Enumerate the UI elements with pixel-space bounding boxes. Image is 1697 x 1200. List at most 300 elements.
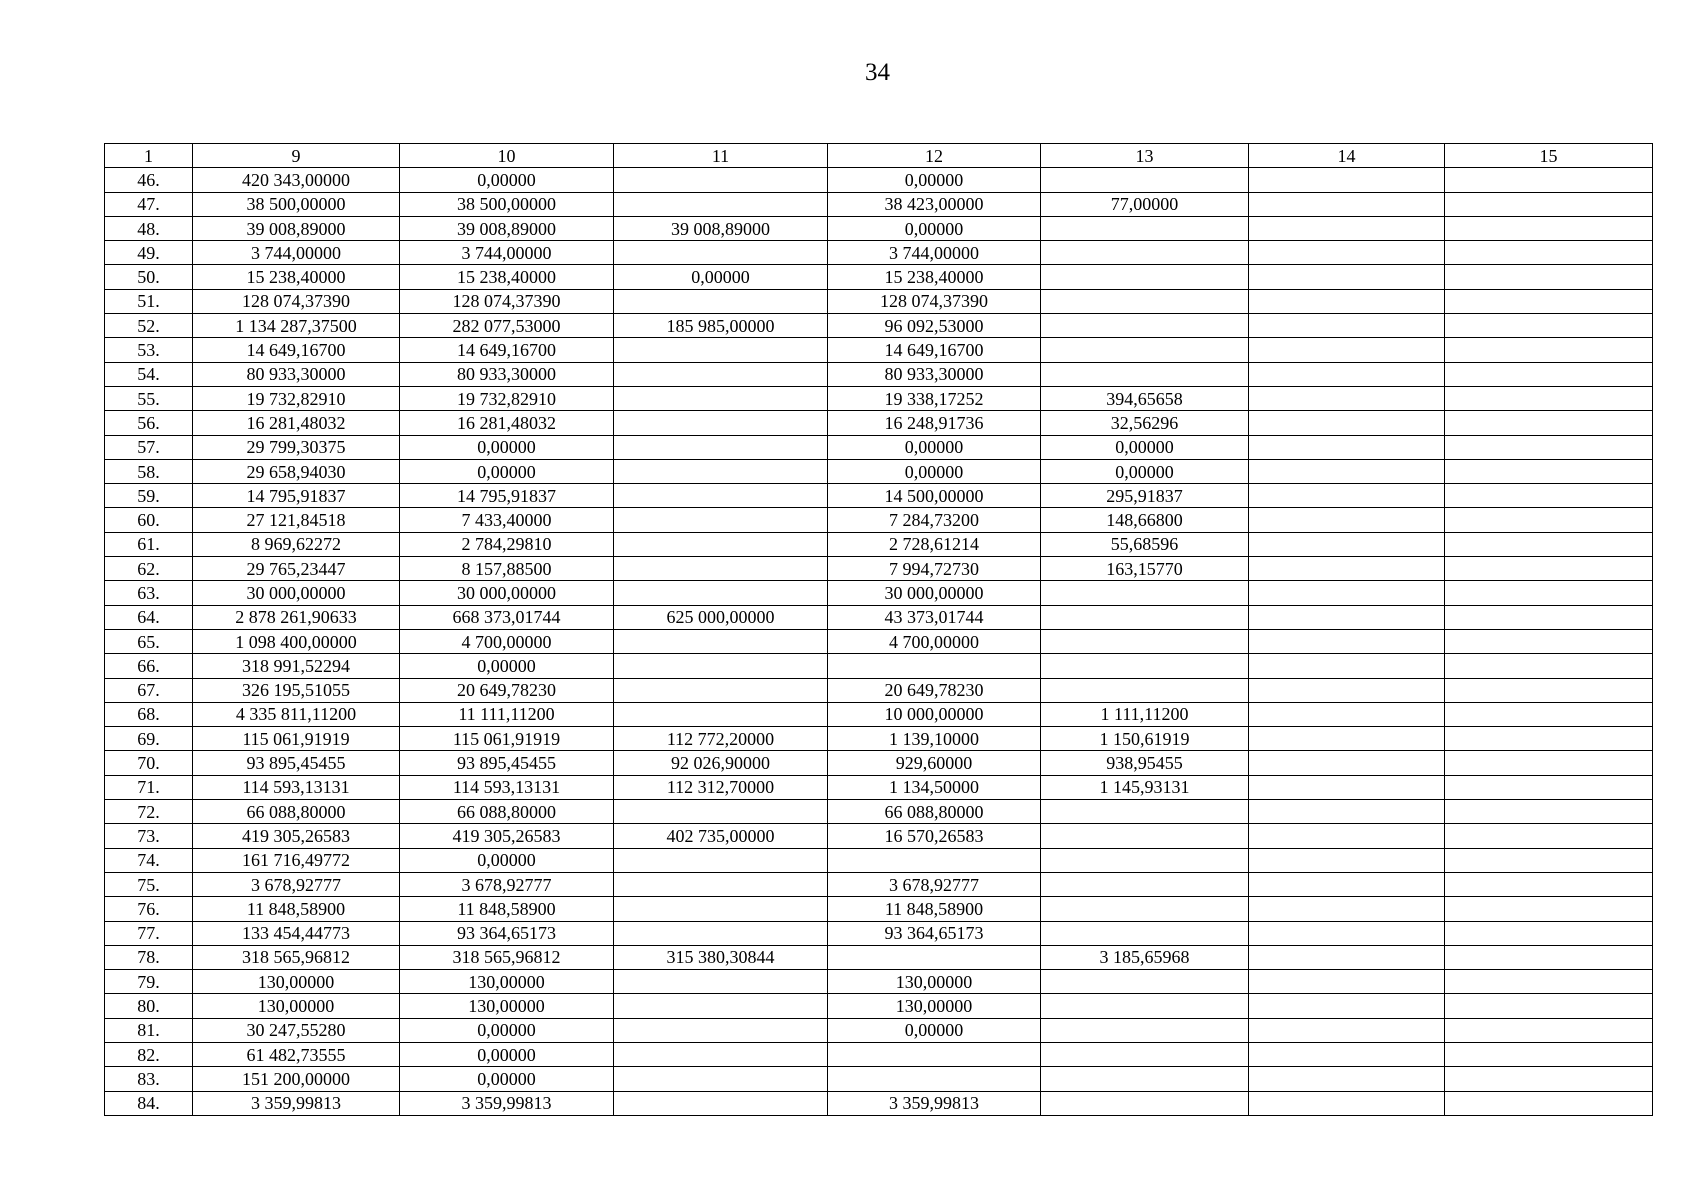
table-cell: 419 305,26583 xyxy=(193,824,400,848)
table-cell xyxy=(828,654,1041,678)
table-cell xyxy=(1249,557,1445,581)
table-cell xyxy=(1041,265,1249,289)
table-cell: 929,60000 xyxy=(828,751,1041,775)
table-cell: 38 500,00000 xyxy=(193,192,400,216)
table-cell: 55,68596 xyxy=(1041,532,1249,556)
column-header: 11 xyxy=(614,144,828,168)
table-cell xyxy=(1249,1018,1445,1042)
table-cell xyxy=(1249,168,1445,192)
column-header: 15 xyxy=(1445,144,1653,168)
table-cell: 4 335 811,11200 xyxy=(193,702,400,726)
table-cell: 0,00000 xyxy=(400,168,614,192)
row-number-cell: 75. xyxy=(105,872,193,896)
table-cell xyxy=(1041,605,1249,629)
table-row xyxy=(105,800,1653,824)
table-cell: 14 795,91837 xyxy=(193,484,400,508)
table-cell xyxy=(1249,459,1445,483)
table-cell: 3 678,92777 xyxy=(193,872,400,896)
table-cell xyxy=(1041,654,1249,678)
table-cell: 7 284,73200 xyxy=(828,508,1041,532)
table-cell: 66 088,80000 xyxy=(400,800,614,824)
table-cell: 2 878 261,90633 xyxy=(193,605,400,629)
column-header: 10 xyxy=(400,144,614,168)
table-cell xyxy=(1041,338,1249,362)
row-number-cell: 70. xyxy=(105,751,193,775)
table-cell: 0,00000 xyxy=(400,459,614,483)
table-cell xyxy=(614,484,828,508)
column-header: 14 xyxy=(1249,144,1445,168)
table-cell: 1 098 400,00000 xyxy=(193,629,400,653)
table-cell xyxy=(1041,1091,1249,1115)
table-cell xyxy=(1445,824,1653,848)
table-cell xyxy=(1445,727,1653,751)
table-cell xyxy=(1445,605,1653,629)
table-cell: 38 423,00000 xyxy=(828,192,1041,216)
table-cell: 185 985,00000 xyxy=(614,314,828,338)
table-cell xyxy=(1445,216,1653,240)
table-cell xyxy=(1249,800,1445,824)
table-row xyxy=(105,921,1653,945)
table-cell xyxy=(1445,459,1653,483)
table-cell: 39 008,89000 xyxy=(400,216,614,240)
table-cell: 130,00000 xyxy=(193,994,400,1018)
table-cell: 14 649,16700 xyxy=(193,338,400,362)
table-body xyxy=(105,168,1653,1116)
table-cell: 0,00000 xyxy=(828,216,1041,240)
table-cell xyxy=(1041,897,1249,921)
table-cell xyxy=(1445,265,1653,289)
table-cell xyxy=(1041,168,1249,192)
table-row xyxy=(105,265,1653,289)
table-cell: 115 061,91919 xyxy=(400,727,614,751)
table-row xyxy=(105,678,1653,702)
table-cell xyxy=(1249,362,1445,386)
table-cell: 19 338,17252 xyxy=(828,386,1041,410)
table-cell xyxy=(614,386,828,410)
table-cell xyxy=(1445,484,1653,508)
row-number-cell: 62. xyxy=(105,557,193,581)
column-header: 13 xyxy=(1041,144,1249,168)
table-cell: 77,00000 xyxy=(1041,192,1249,216)
table-cell xyxy=(1445,1042,1653,1066)
table-cell: 161 716,49772 xyxy=(193,848,400,872)
table-cell xyxy=(614,994,828,1018)
table-cell xyxy=(614,459,828,483)
table-row xyxy=(105,1067,1653,1091)
table-cell: 14 795,91837 xyxy=(400,484,614,508)
table-cell xyxy=(614,629,828,653)
table-cell: 96 092,53000 xyxy=(828,314,1041,338)
table-cell: 32,56296 xyxy=(1041,411,1249,435)
row-number-cell: 58. xyxy=(105,459,193,483)
table-row xyxy=(105,1018,1653,1042)
table-cell xyxy=(614,800,828,824)
table-cell xyxy=(1445,314,1653,338)
table-cell xyxy=(828,848,1041,872)
table-cell: 14 649,16700 xyxy=(400,338,614,362)
table-cell: 61 482,73555 xyxy=(193,1042,400,1066)
table-cell: 128 074,37390 xyxy=(828,289,1041,313)
table-cell xyxy=(1445,751,1653,775)
table-cell xyxy=(614,192,828,216)
table-row xyxy=(105,629,1653,653)
table-row xyxy=(105,775,1653,799)
table-cell: 3 744,00000 xyxy=(193,241,400,265)
table-cell: 66 088,80000 xyxy=(193,800,400,824)
table-cell xyxy=(614,338,828,362)
table-cell xyxy=(614,289,828,313)
table-cell: 3 678,92777 xyxy=(828,872,1041,896)
table-cell: 112 772,20000 xyxy=(614,727,828,751)
row-number-cell: 49. xyxy=(105,241,193,265)
column-header: 1 xyxy=(105,144,193,168)
table-row xyxy=(105,897,1653,921)
table-cell: 318 565,96812 xyxy=(193,945,400,969)
table-cell xyxy=(1445,435,1653,459)
table-row xyxy=(105,1091,1653,1115)
table-cell: 114 593,13131 xyxy=(400,775,614,799)
table-row xyxy=(105,168,1653,192)
table-cell xyxy=(1445,800,1653,824)
table-row xyxy=(105,216,1653,240)
row-number-cell: 84. xyxy=(105,1091,193,1115)
table-cell xyxy=(614,1042,828,1066)
table-row xyxy=(105,557,1653,581)
table-cell xyxy=(1249,1042,1445,1066)
table-cell xyxy=(828,1067,1041,1091)
table-cell: 8 157,88500 xyxy=(400,557,614,581)
table-header-row xyxy=(105,144,1653,168)
table-cell: 318 565,96812 xyxy=(400,945,614,969)
table-row xyxy=(105,411,1653,435)
table-cell xyxy=(614,702,828,726)
table-cell xyxy=(614,557,828,581)
table-cell: 92 026,90000 xyxy=(614,751,828,775)
table-row xyxy=(105,532,1653,556)
table-cell xyxy=(1445,629,1653,653)
table-cell: 1 134,50000 xyxy=(828,775,1041,799)
table-cell: 8 969,62272 xyxy=(193,532,400,556)
row-number-cell: 54. xyxy=(105,362,193,386)
table-cell xyxy=(1249,532,1445,556)
table-cell xyxy=(1041,1018,1249,1042)
table-cell: 315 380,30844 xyxy=(614,945,828,969)
table-cell xyxy=(1249,629,1445,653)
table-cell: 112 312,70000 xyxy=(614,775,828,799)
table-cell: 93 364,65173 xyxy=(828,921,1041,945)
table-cell: 27 121,84518 xyxy=(193,508,400,532)
table-row xyxy=(105,581,1653,605)
table-cell: 1 145,93131 xyxy=(1041,775,1249,799)
table-row xyxy=(105,824,1653,848)
table-cell: 30 000,00000 xyxy=(193,581,400,605)
table-cell: 148,66800 xyxy=(1041,508,1249,532)
table-cell xyxy=(1445,775,1653,799)
table-cell xyxy=(1445,897,1653,921)
table-cell: 1 150,61919 xyxy=(1041,727,1249,751)
table-cell xyxy=(1041,216,1249,240)
row-number-cell: 66. xyxy=(105,654,193,678)
row-number-cell: 77. xyxy=(105,921,193,945)
row-number-cell: 57. xyxy=(105,435,193,459)
table-cell xyxy=(1041,921,1249,945)
table-cell: 11 848,58900 xyxy=(828,897,1041,921)
table-cell: 15 238,40000 xyxy=(828,265,1041,289)
table-row xyxy=(105,362,1653,386)
page-number: 34 xyxy=(865,59,890,86)
table-cell xyxy=(1249,994,1445,1018)
table-cell xyxy=(1445,921,1653,945)
table-cell xyxy=(1249,921,1445,945)
row-number-cell: 55. xyxy=(105,386,193,410)
table-cell xyxy=(1445,289,1653,313)
table-cell xyxy=(1041,241,1249,265)
table-cell: 394,65658 xyxy=(1041,386,1249,410)
table-cell: 10 000,00000 xyxy=(828,702,1041,726)
table-cell: 282 077,53000 xyxy=(400,314,614,338)
table-cell xyxy=(1249,775,1445,799)
table-row xyxy=(105,241,1653,265)
table-cell: 0,00000 xyxy=(1041,435,1249,459)
table-cell: 4 700,00000 xyxy=(828,629,1041,653)
table-cell: 3 359,99813 xyxy=(400,1091,614,1115)
table-cell xyxy=(1041,1067,1249,1091)
row-number-cell: 56. xyxy=(105,411,193,435)
table-cell xyxy=(1249,654,1445,678)
table-cell xyxy=(1249,386,1445,410)
table-cell: 16 281,48032 xyxy=(400,411,614,435)
table-cell xyxy=(1249,970,1445,994)
row-number-cell: 67. xyxy=(105,678,193,702)
table-row xyxy=(105,970,1653,994)
table-cell xyxy=(1445,338,1653,362)
table-cell xyxy=(614,241,828,265)
table-cell: 133 454,44773 xyxy=(193,921,400,945)
row-number-cell: 69. xyxy=(105,727,193,751)
table-cell xyxy=(1249,872,1445,896)
table-cell xyxy=(1041,848,1249,872)
row-number-cell: 79. xyxy=(105,970,193,994)
table-cell: 3 359,99813 xyxy=(828,1091,1041,1115)
table-cell: 93 895,45455 xyxy=(400,751,614,775)
table-cell: 128 074,37390 xyxy=(193,289,400,313)
data-table xyxy=(104,143,1653,1116)
table-cell xyxy=(1041,289,1249,313)
table-cell: 14 500,00000 xyxy=(828,484,1041,508)
table-cell: 19 732,82910 xyxy=(400,386,614,410)
table-cell: 0,00000 xyxy=(400,654,614,678)
table-row xyxy=(105,459,1653,483)
table-cell: 43 373,01744 xyxy=(828,605,1041,629)
table-cell: 938,95455 xyxy=(1041,751,1249,775)
table-cell xyxy=(1445,872,1653,896)
table-cell xyxy=(1041,970,1249,994)
table-cell: 11 111,11200 xyxy=(400,702,614,726)
table-cell: 29 799,30375 xyxy=(193,435,400,459)
table-cell: 668 373,01744 xyxy=(400,605,614,629)
row-number-cell: 81. xyxy=(105,1018,193,1042)
table-cell: 7 433,40000 xyxy=(400,508,614,532)
table-cell: 3 744,00000 xyxy=(828,241,1041,265)
table-cell: 2 728,61214 xyxy=(828,532,1041,556)
table-cell: 0,00000 xyxy=(400,1042,614,1066)
table-cell: 93 895,45455 xyxy=(193,751,400,775)
table-cell xyxy=(1445,1067,1653,1091)
row-number-cell: 52. xyxy=(105,314,193,338)
table-cell xyxy=(1445,848,1653,872)
table-cell: 1 134 287,37500 xyxy=(193,314,400,338)
table-cell xyxy=(1445,1091,1653,1115)
table-row xyxy=(105,872,1653,896)
row-number-cell: 59. xyxy=(105,484,193,508)
table-cell xyxy=(1041,872,1249,896)
table-cell xyxy=(1445,970,1653,994)
table-cell xyxy=(1249,411,1445,435)
table-cell xyxy=(1041,800,1249,824)
table-cell xyxy=(1249,1067,1445,1091)
table-row xyxy=(105,654,1653,678)
table-cell xyxy=(614,872,828,896)
table-cell: 419 305,26583 xyxy=(400,824,614,848)
table-cell: 19 732,82910 xyxy=(193,386,400,410)
table-cell xyxy=(1041,678,1249,702)
table-row xyxy=(105,192,1653,216)
table-cell xyxy=(614,897,828,921)
table-cell: 16 281,48032 xyxy=(193,411,400,435)
row-number-cell: 83. xyxy=(105,1067,193,1091)
row-number-cell: 76. xyxy=(105,897,193,921)
table-cell xyxy=(1445,581,1653,605)
row-number-cell: 65. xyxy=(105,629,193,653)
table-cell xyxy=(1249,289,1445,313)
row-number-cell: 72. xyxy=(105,800,193,824)
table-cell: 163,15770 xyxy=(1041,557,1249,581)
table-cell: 402 735,00000 xyxy=(614,824,828,848)
row-number-cell: 74. xyxy=(105,848,193,872)
table-cell: 15 238,40000 xyxy=(193,265,400,289)
table-cell: 0,00000 xyxy=(400,848,614,872)
table-cell: 29 658,94030 xyxy=(193,459,400,483)
table-cell xyxy=(1249,192,1445,216)
table-cell: 128 074,37390 xyxy=(400,289,614,313)
table-cell xyxy=(1041,314,1249,338)
table-cell xyxy=(1249,605,1445,629)
row-number-cell: 64. xyxy=(105,605,193,629)
table-cell: 0,00000 xyxy=(614,265,828,289)
table-cell: 38 500,00000 xyxy=(400,192,614,216)
row-number-cell: 53. xyxy=(105,338,193,362)
table-row xyxy=(105,289,1653,313)
table-cell: 1 139,10000 xyxy=(828,727,1041,751)
table-cell xyxy=(1445,945,1653,969)
table-cell: 11 848,58900 xyxy=(400,897,614,921)
table-cell: 130,00000 xyxy=(193,970,400,994)
table-cell: 625 000,00000 xyxy=(614,605,828,629)
table-cell xyxy=(1445,994,1653,1018)
table-cell xyxy=(1249,678,1445,702)
table-cell xyxy=(614,1067,828,1091)
table-cell: 16 570,26583 xyxy=(828,824,1041,848)
table-cell xyxy=(1445,678,1653,702)
table-cell xyxy=(1249,508,1445,532)
table-cell xyxy=(1249,727,1445,751)
table-cell: 318 991,52294 xyxy=(193,654,400,678)
table-cell: 151 200,00000 xyxy=(193,1067,400,1091)
table-row xyxy=(105,508,1653,532)
table-row xyxy=(105,702,1653,726)
table-row xyxy=(105,338,1653,362)
table-cell: 130,00000 xyxy=(828,994,1041,1018)
table-cell: 3 359,99813 xyxy=(193,1091,400,1115)
table-cell xyxy=(614,532,828,556)
table-cell: 29 765,23447 xyxy=(193,557,400,581)
column-header: 12 xyxy=(828,144,1041,168)
table-cell: 295,91837 xyxy=(1041,484,1249,508)
table-cell: 115 061,91919 xyxy=(193,727,400,751)
table-cell: 20 649,78230 xyxy=(828,678,1041,702)
table-cell: 0,00000 xyxy=(400,1067,614,1091)
table-cell: 14 649,16700 xyxy=(828,338,1041,362)
row-number-cell: 46. xyxy=(105,168,193,192)
table-cell: 0,00000 xyxy=(828,168,1041,192)
table-cell: 93 364,65173 xyxy=(400,921,614,945)
table-row xyxy=(105,435,1653,459)
table-cell: 15 238,40000 xyxy=(400,265,614,289)
table-cell xyxy=(1249,265,1445,289)
row-number-cell: 50. xyxy=(105,265,193,289)
table-cell: 3 744,00000 xyxy=(400,241,614,265)
table-cell: 0,00000 xyxy=(828,435,1041,459)
table-cell xyxy=(614,508,828,532)
table-cell: 130,00000 xyxy=(400,994,614,1018)
table-cell xyxy=(1041,994,1249,1018)
table-cell xyxy=(1445,532,1653,556)
table-row xyxy=(105,605,1653,629)
table-row xyxy=(105,751,1653,775)
table-cell xyxy=(1445,362,1653,386)
table-row xyxy=(105,314,1653,338)
table-cell xyxy=(1445,654,1653,678)
row-number-cell: 80. xyxy=(105,994,193,1018)
table-cell xyxy=(614,362,828,386)
table-cell xyxy=(1041,1042,1249,1066)
table-cell: 30 000,00000 xyxy=(828,581,1041,605)
table-cell: 0,00000 xyxy=(1041,459,1249,483)
table-cell xyxy=(1445,241,1653,265)
table-cell: 80 933,30000 xyxy=(828,362,1041,386)
table-cell: 80 933,30000 xyxy=(400,362,614,386)
table-cell: 114 593,13131 xyxy=(193,775,400,799)
table-cell xyxy=(828,945,1041,969)
table-cell xyxy=(1249,751,1445,775)
table-cell xyxy=(1445,411,1653,435)
table-cell xyxy=(1041,629,1249,653)
row-number-cell: 82. xyxy=(105,1042,193,1066)
row-number-cell: 68. xyxy=(105,702,193,726)
table-cell: 39 008,89000 xyxy=(193,216,400,240)
table-cell xyxy=(614,848,828,872)
table-cell xyxy=(1445,508,1653,532)
table-cell xyxy=(1445,1018,1653,1042)
table-cell: 80 933,30000 xyxy=(193,362,400,386)
table-cell xyxy=(1445,192,1653,216)
table-cell: 1 111,11200 xyxy=(1041,702,1249,726)
table-cell xyxy=(1249,945,1445,969)
table-cell: 326 195,51055 xyxy=(193,678,400,702)
table-row xyxy=(105,994,1653,1018)
row-number-cell: 51. xyxy=(105,289,193,313)
table-cell xyxy=(614,581,828,605)
